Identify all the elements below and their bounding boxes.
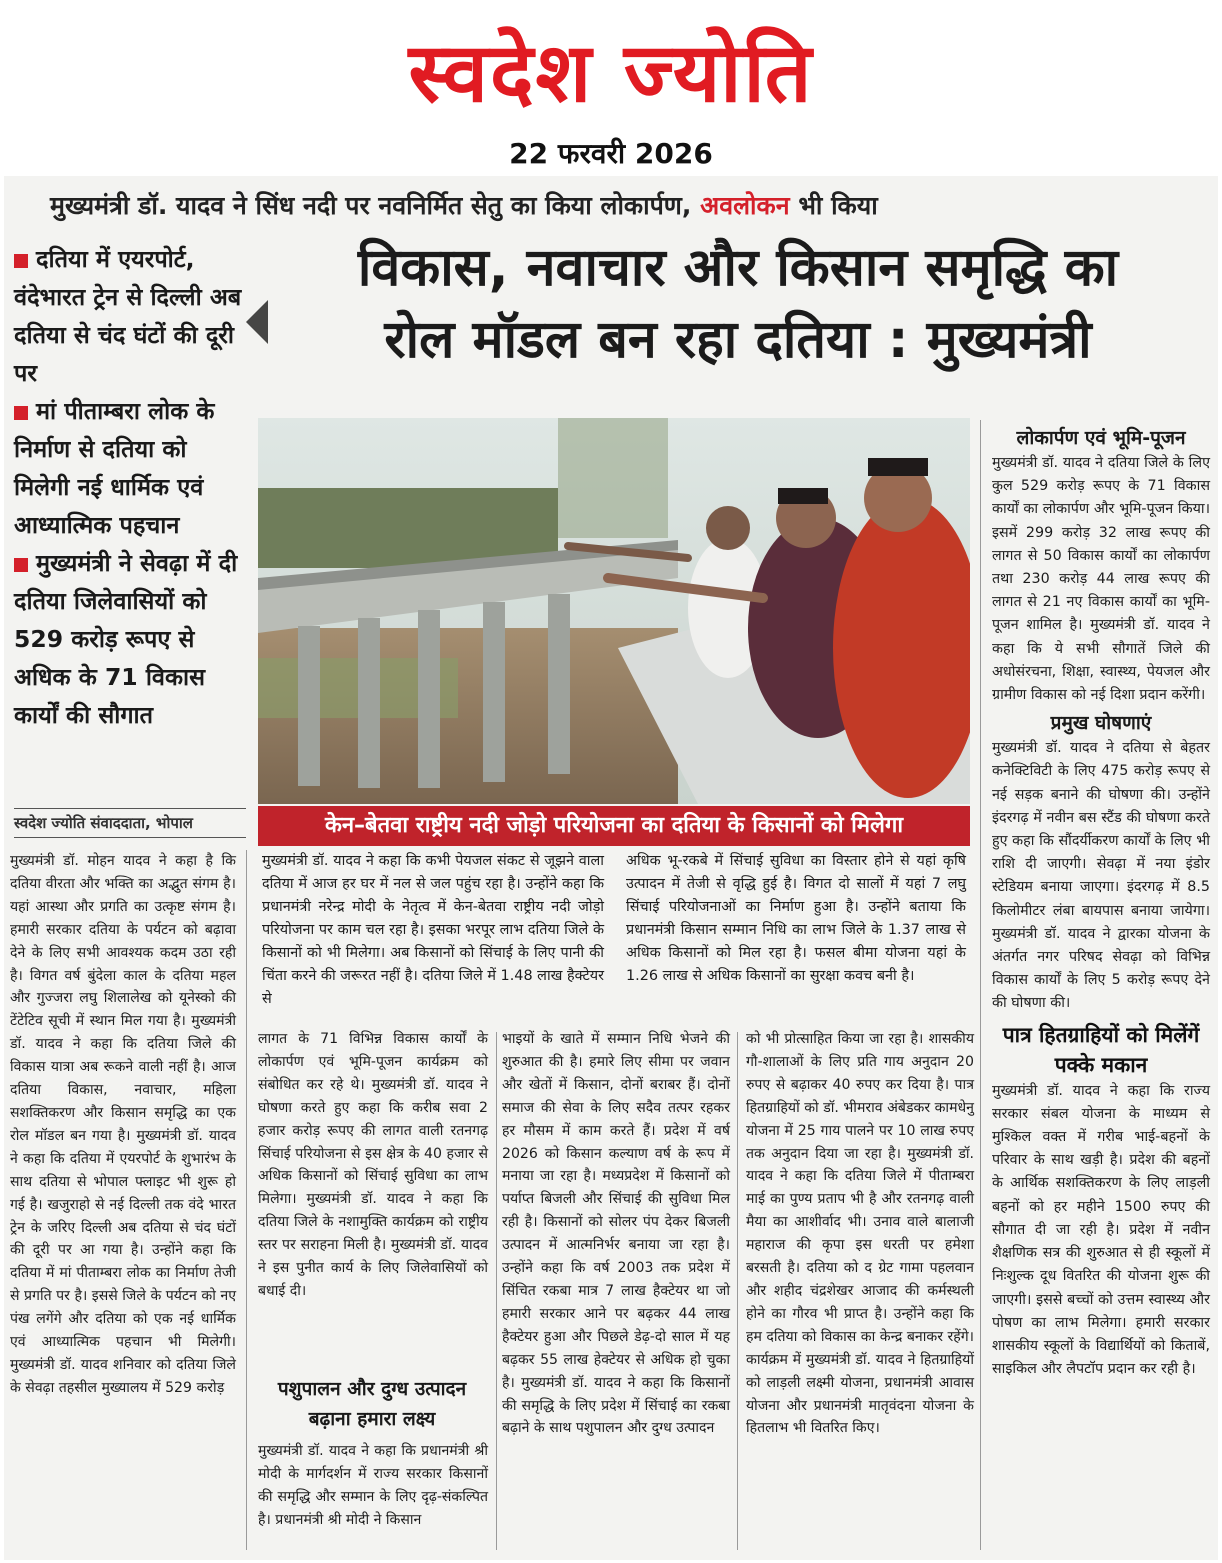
kicker-tail: भी किया [798,191,878,220]
sidebar-para-1: मुख्यमंत्री डॉ. यादव ने दतिया जिले के लिए कुल 529 करोड़ रूपए के 71 विकास कार्यों का लोकार्पण और भूमि-पूजन किया। इसमें 299 करोड़ 32 लाख रूपए की लागत से 50 विकास कार्यों का लोकार्पण तथा 230 करोड़ 44 लाख रूपए की लागत से 21 नए विकास कार्यों का भूमि-पूजन शामिल है। मुख्यमंत्री डॉ. यादव ने कहा कि ये सभी सौगातें जिले की अधोसंरचना, शिक्षा, स्वास्थ्य, पेयजल और ग्रामीण विकास को नई दिशा प्रदान करेंगी। [992,455,1210,704]
kicker-main: मुख्यमंत्री डॉ. यादव ने सिंध नदी पर नवनिर्मित सेतु का किया लोकार्पण, [50,191,692,220]
newspaper-logo: स्वदेश ज्योति [408,25,814,121]
caption-column-1: मुख्यमंत्री डॉ. यादव ने कहा कि कभी पेयजल संकट से जूझने वाला दतिया में आज हर घर में नल से जल पहुंच रहा है। उन्होंने कहा कि प्रधानमंत्री नरेन्द्र मोदी के नेतृत्व में केन-बेतवा राष्ट्रीय नदी जोड़ो परियोजना पर काम चल रहा है। इसका भरपूर लाभ दतिया जिले के किसानों को भी मिलेगा। अब किसानों को सिंचाई के लिए पानी की चिंता करने की जरूरत नहीं है। दतिया जिले में 1.48 लाख हैक्टेयर से [262,853,604,1007]
photo-caption-bar: केन–बेतवा राष्ट्रीय नदी जोड़ो परियोजना का दतिया के किसानों को मिलेगा [258,806,970,846]
news-photo [258,418,970,804]
sidebar-para-3: मुख्यमंत्री डॉ. यादव ने कहा कि राज्य सरकार संबल योजना के माध्यम से मुश्किल वक्त में गरीब भाई-बहनों के परिवार के साथ खड़ी है। प्रदेश की बहनों के आर्थिक सशक्तिकरण के लिए लाड़ली बहनों को हर महीने 1500 रुपए की सौगात दी जा रही है। प्रदेश में नवीन शैक्षणिक सत्र की शुरुआत से ही स्कूलों में निःशुल्क दूध वितरित की योजना शुरू की जाएगी। इससे बच्चों को उत्तम स्वास्थ्य और पोषण का लाभ मिलेगा। हमारी सरकार शासकीय स्कूलों के विद्यार्थियों को किताबें, साइकिल और लैपटॉप प्रदान कर रही है। [992,1082,1210,1378]
masthead [0,18,1222,128]
sidebar-column [992,424,1210,1381]
body-column-2b: मुख्यमंत्री डॉ. यादव ने कहा कि प्रधानमंत्री श्री मोदी के मार्गदर्शन में राज्य सरकार किसानों की समृद्धि और सम्मान के लिए दृढ़-संकल्पित है। प्रधानमंत्री श्री मोदी ने किसान [258,1443,488,1528]
red-square-bullet-icon [14,406,28,420]
column-divider [496,1032,497,1550]
byline: स्वदेश ज्योति संवाददाता, भोपाल [14,808,246,838]
highlight-box [14,240,246,734]
sidebar-heading-1: लोकार्पण एवं भूमि-पूजन [1016,427,1186,449]
highlight-text: मुख्यमंत्री ने सेवढ़ा में दी दतिया जिलेवासियों को 529 करोड़ रूपए से अधिक के 71 विकास कार्यों की सौगात [14,549,238,729]
caption-column-2: अधिक भू-रकबे में सिंचाई सुविधा का विस्तार होने से यहां कृषि उत्पादन में तेजी से वृद्धि हुई है। विगत दो सालों में यहां 7 लघु सिंचाई परियोजनाओं का निर्माण हुआ है। उन्होंने बताया कि प्रधानमंत्री किसान सम्मान निधि का लाभ जिले के 1.37 लाख से अधिक किसानों को मिल रहा है। फसल बीमा योजना यहां के 1.26 लाख से अधिक किसानों का सुरक्षा कवच बनी है। [626,853,966,984]
highlight-item [14,544,246,734]
red-square-bullet-icon [14,254,28,268]
sidebar-heading-2: प्रमुख घोषणाएं [1050,712,1152,735]
body-column-2: लागत के 71 विभिन्न विकास कार्यों के लोकार्पण एवं भूमि-पूजन कार्यक्रम को संबोधित कर रहे थे। मुख्यमंत्री डॉ. यादव ने घोषणा करते हुए कहा कि करीब सवा 2 हजार करोड़ रूपए की लागत वाली रतनगढ़ सिंचाई परियोजना से इस क्षेत्र के 40 हजार से अधिक किसानों को सिंचाई सुविधा का लाभ मिलेगा। मुख्यमंत्री डॉ. यादव ने कहा कि दतिया जिले के नशामुक्ति कार्यक्रम को राष्ट्रीय स्तर पर सराहना मिली है। मुख्यमंत्री डॉ. यादव ने इस पुनीत कार्य के लिए जिलेवासियों को बधाई दी। [258,1031,488,1299]
kicker-highlight: अवलोकन [700,191,790,220]
column-divider [246,850,247,1550]
headline-line-1: विकास, नवाचार और किसान समृद्धि का [357,238,1119,298]
column-subheading: पशुपालन और दुग्ध उत्पादन बढ़ाना हमारा लक्ष्य [277,1378,467,1430]
headline-line-2: रोल मॉडल बन रहा दतिया : मुख्यमंत्री [384,310,1092,370]
edition-date: 22 फरवरी 2026 [509,137,713,170]
highlight-item [14,240,246,392]
column-divider [737,1032,738,1550]
sidebar-heading-3: पात्र हितग्राहियों को मिलेंगें पक्के मकान [1002,1022,1200,1077]
column-divider [980,420,981,1550]
red-square-bullet-icon [14,558,28,572]
body-column-4: को भी प्रोत्साहित किया जा रहा है। शासकीय गौ-शालाओं के लिए प्रति गाय अनुदान 20 रुपए से बढ़ाकर 40 रुपए कर दिया है। पात्र हितग्राहियों को डॉ. भीमराव अंबेडकर कामधेनु योजना में 25 गाय पालने पर 10 लाख रुपए तक अनुदान दिया जा रहा है। मुख्यमंत्री डॉ. यादव ने कहा कि दतिया जिले में पीताम्बरा माई का पुण्य प्रताप भी है और रतनगढ़ वाली मैया का आशीर्वाद भी। उनाव वाले बालाजी महाराज की कृपा इस धरती पर हमेशा बरसती है। दतिया को द ग्रेट गामा पहलवान और शहीद चंद्रशेखर आजाद की कर्मस्थली होने का गौरव भी प्राप्त है। उन्होंने कहा कि हम दतिया को विकास का केन्द्र बनाकर रहेंगे। कार्यक्रम में मुख्यमंत्री डॉ. यादव ने हितग्राहियों को लाड़ली लक्ष्मी योजना, प्रधानमंत्री आवास योजना और प्रधानमंत्री मातृवंदना योजना के हितलाभ भी वितरित किए। [746,1031,974,1437]
highlight-item [14,392,246,544]
pointer-arrow-icon [246,300,268,344]
sidebar-para-2: मुख्यमंत्री डॉ. यादव ने दतिया से बेहतर कनेक्टिविटी के लिए 475 करोड़ रूपए से नई सड़क बनाने की घोषणा की। उन्होंने इंदरगढ़ में नवीन बस स्टैंड की घोषणा करते हुए कहा कि सौंदर्यीकरण कार्यों के लिए भी राशि दी जाएगी। सेवढ़ा में नया इंडोर स्टेडियम बनाया जाएगा। इंदरगढ़ में 8.5 किलोमीटर लंबा बायपास बनाया जायेगा। मुख्यमंत्री डॉ. यादव ने द्वारका योजना के अंतर्गत नगर परिषद सेवढ़ा को विभिन्न विकास कार्यों के लिए 5 करोड़ रूपए देने की घोषणा की। [992,740,1210,1012]
kicker-line [50,188,1180,222]
highlight-text: मां पीताम्बरा लोक के निर्माण से दतिया को मिलेगी नई धार्मिक एवं आध्यात्मिक पहचान [14,397,215,539]
bridge-inspection-photo [258,418,970,804]
highlight-text: दतिया में एयरपोर्ट, वंदेभारत ट्रेन से दिल्ली अब दतिया से चंद घंटों की दूरी पर [14,245,242,387]
main-headline [268,232,1208,376]
body-column-1: मुख्यमंत्री डॉ. मोहन यादव ने कहा है कि दतिया वीरता और भक्ति का अद्भुत संगम है। यहां आस्था और प्रगति का उत्कृष्ट संगम है। हमारी सरकार दतिया के पर्यटन को बढ़ावा देने के लिए सभी आवश्यक कदम उठा रही है। विगत वर्ष बुंदेला काल के दतिया महल और गुज्जरा लघु शिलालेख को यूनेस्को की टेंटेटिव सूची में स्थान मिल गया है। मुख्यमंत्री डॉ. यादव ने कहा कि दतिया जिले की विकास यात्रा अब रूकने वाली नहीं है। आज दतिया विकास, नवाचार, महिला सशक्तिकरण और किसान समृद्धि का एक रोल मॉडल बन गया है। मुख्यमंत्री डॉ. यादव ने कहा कि दतिया में एयरपोर्ट के शुभारंभ के साथ दतिया से भोपाल फ्लाइट भी शुरू हो गई है। खजुराहो से नई दिल्ली तक वंदे भारत ट्रेन के जरिए दिल्ली अब दतिया से चंद घंटों की दूरी पर आ गया है। उन्होंने कहा कि दतिया में मां पीताम्बरा लोक का निर्माण तेजी से प्रगति पर है। इससे जिले के पर्यटन को नए पंख लगेंगे और दतिया को एक नई धार्मिक एवं आध्यात्मिक पहचान भी मिलेगी। मुख्यमंत्री डॉ. यादव शनिवार को दतिया जिले के सेवढ़ा तहसील मुख्यालय में 529 करोड़ [10,853,236,1396]
body-column-3: भाइयों के खाते में सम्मान निधि भेजने की शुरुआत की है। हमारे लिए सीमा पर जवान और खेतों में किसान, दोनों बराबर हैं। दोनों समाज की सेवा के लिए सदैव तत्पर रहकर हर मौसम में काम करते हैं। प्रदेश में वर्ष 2026 को किसान कल्याण वर्ष के रूप में मनाया जा रहा है। मध्यप्रदेश में किसानों को पर्याप्त बिजली और सिंचाई की सुविधा मिल रही है। किसानों को सोलर पंप देकर बिजली उत्पादन में आत्मनिर्भर बनाया जा रहा है। उन्होंने कहा कि वर्ष 2003 तक प्रदेश में सिंचित रकबा मात्र 7 लाख हैक्टेयर था जो हमारी सरकार आने पर बढ़कर 44 लाख हैक्टेयर हुआ और पिछले डेढ़-दो साल में यह बढ़कर 55 लाख हेक्टेयर से अधिक हो चुका है। मुख्यमंत्री डॉ. यादव ने कहा कि किसानों की समृद्धि के लिए प्रदेश में सिंचाई का रकबा बढ़ाने के साथ पशुपालन और दुग्ध उत्पादन [502,1031,730,1437]
